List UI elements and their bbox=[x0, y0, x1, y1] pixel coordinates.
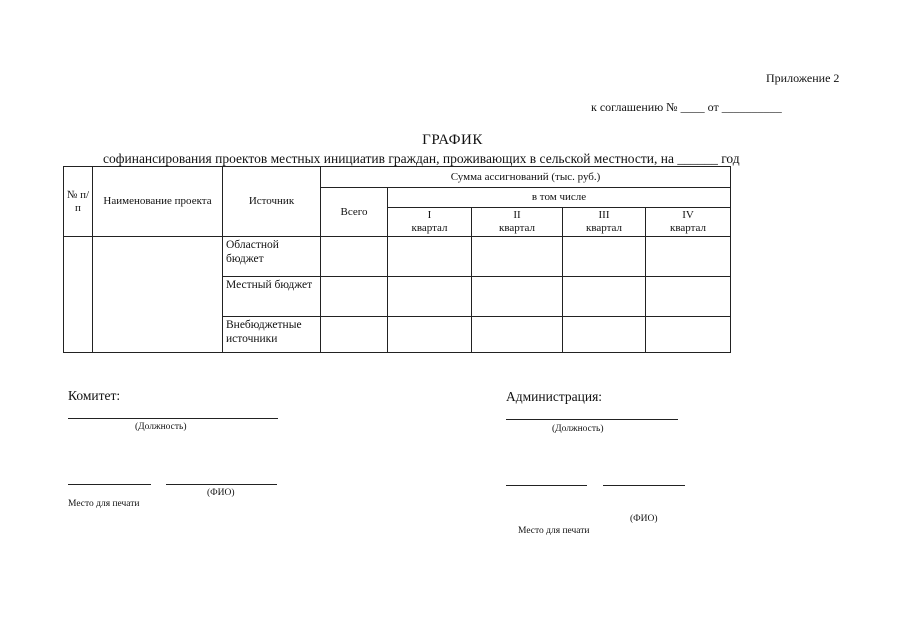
cofinancing-schedule-table bbox=[63, 166, 731, 353]
committee-position-caption: (Должность) bbox=[135, 422, 187, 432]
header-total: Всего bbox=[321, 188, 388, 237]
agreement-reference: к соглашению № ____ от __________ bbox=[591, 100, 782, 114]
cell-total bbox=[321, 277, 388, 317]
header-quarter-1: I квартал bbox=[388, 208, 472, 237]
header-number: № п/п bbox=[64, 167, 93, 237]
header-quarter-3: III квартал bbox=[563, 208, 646, 237]
committee-fio-caption: (ФИО) bbox=[207, 488, 235, 498]
cell-q2 bbox=[472, 277, 563, 317]
cell-q1 bbox=[388, 237, 472, 277]
table-row bbox=[64, 237, 731, 277]
document-title: ГРАФИК bbox=[422, 132, 483, 148]
header-quarter-4: IV квартал bbox=[646, 208, 731, 237]
cell-q2 bbox=[472, 317, 563, 353]
header-quarter-2: II квартал bbox=[472, 208, 563, 237]
administration-signature-line bbox=[506, 485, 587, 486]
cell-project-name bbox=[93, 237, 223, 353]
administration-position-caption: (Должность) bbox=[552, 424, 604, 434]
cell-q4 bbox=[646, 277, 731, 317]
header-including: в том числе bbox=[388, 188, 731, 208]
cell-source: Внебюджетные источники bbox=[223, 317, 321, 353]
header-sum: Сумма ассигнований (тыс. руб.) bbox=[321, 167, 731, 188]
cell-q4 bbox=[646, 237, 731, 277]
administration-stamp-place: Место для печати bbox=[518, 526, 590, 536]
administration-label: Администрация: bbox=[506, 389, 603, 404]
appendix-label: Приложение 2 bbox=[766, 71, 840, 85]
cell-source: Областной бюджет bbox=[223, 237, 321, 277]
cell-total bbox=[321, 237, 388, 277]
committee-stamp-place: Место для печати bbox=[68, 499, 140, 509]
cell-total bbox=[321, 317, 388, 353]
cell-q2 bbox=[472, 237, 563, 277]
committee-position-line bbox=[68, 418, 278, 419]
committee-signature-line bbox=[68, 484, 151, 485]
document-subtitle: софинансирования проектов местных инициатив граждан, проживающих в сельской местности, на ______ год bbox=[103, 151, 740, 166]
cell-source: Местный бюджет bbox=[223, 277, 321, 317]
committee-fio-line bbox=[166, 484, 277, 485]
cell-q1 bbox=[388, 317, 472, 353]
cell-q1 bbox=[388, 277, 472, 317]
cell-number bbox=[64, 237, 93, 353]
cell-q3 bbox=[563, 317, 646, 353]
cell-q3 bbox=[563, 277, 646, 317]
committee-label: Комитет: bbox=[68, 388, 121, 403]
administration-position-line bbox=[506, 419, 678, 420]
administration-fio-line bbox=[603, 485, 685, 486]
cell-q4 bbox=[646, 317, 731, 353]
header-project-name: Наименование проекта bbox=[93, 167, 223, 237]
cell-q3 bbox=[563, 237, 646, 277]
administration-fio-caption: (ФИО) bbox=[630, 514, 658, 524]
header-source: Источник bbox=[223, 167, 321, 237]
